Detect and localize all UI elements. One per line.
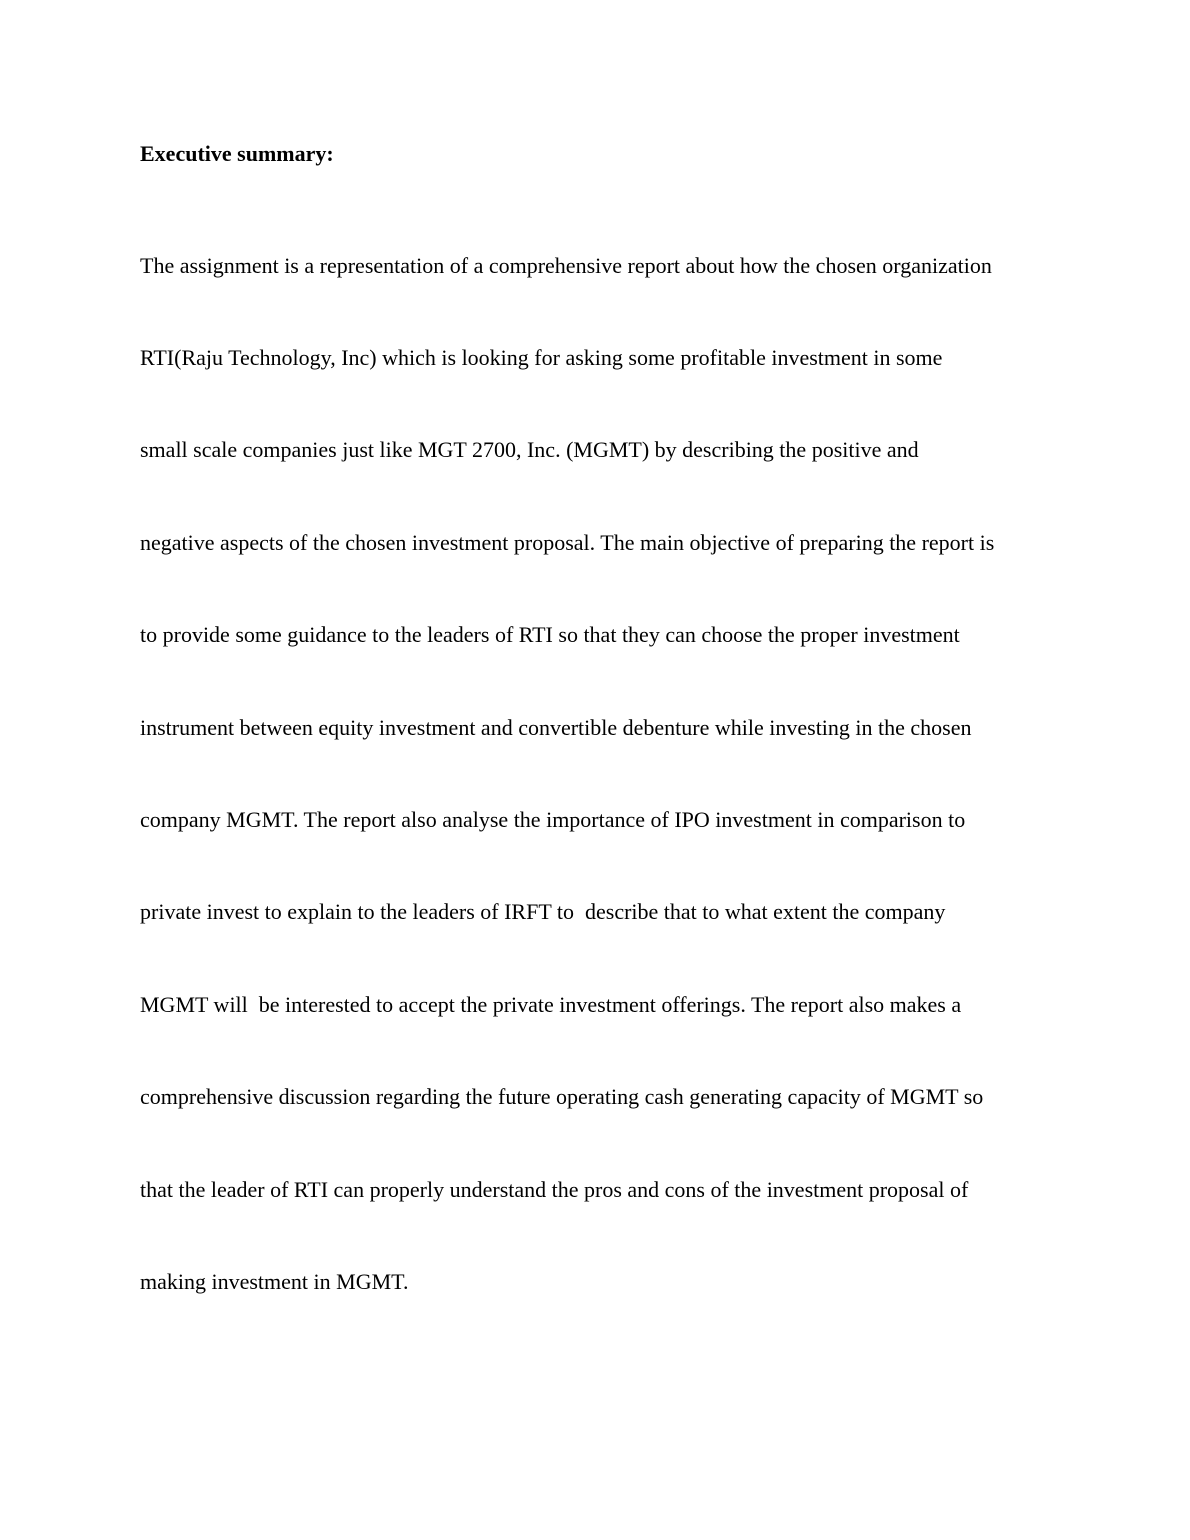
paragraph-line: company MGMT. The report also analyse the importance of IPO investment in comparison to <box>140 806 966 832</box>
paragraph-line: instrument between equity investment and convertible debenture while investing in the chosen <box>140 714 972 740</box>
document-content <box>140 139 1060 1359</box>
paragraph-line: small scale companies just like MGT 2700, Inc. (MGMT) by describing the positive and <box>140 437 919 463</box>
paragraph-line: RTI(Raju Technology, Inc) which is looking for asking some profitable investment in some <box>140 344 943 370</box>
section-heading: Executive summary: <box>140 141 334 166</box>
paragraph-line: making investment in MGMT. <box>140 1268 409 1294</box>
paragraph-line: comprehensive discussion regarding the future operating cash generating capacity of MGMT so <box>140 1084 984 1110</box>
paragraph-line: that the leader of RTI can properly understand the pros and cons of the investment proposal of <box>140 1176 969 1202</box>
summary-paragraph <box>140 189 1060 1359</box>
paragraph-line: private invest to explain to the leaders of IRFT to describe that to what extent the company <box>140 899 946 925</box>
paragraph-line: MGMT will be interested to accept the private investment offerings. The report also makes a <box>140 991 962 1017</box>
paragraph-line: The assignment is a representation of a comprehensive report about how the chosen organization <box>140 252 992 278</box>
paragraph-line: to provide some guidance to the leaders of RTI so that they can choose the proper investment <box>140 622 960 648</box>
paragraph-line: negative aspects of the chosen investment proposal. The main objective of preparing the report is <box>140 529 995 555</box>
